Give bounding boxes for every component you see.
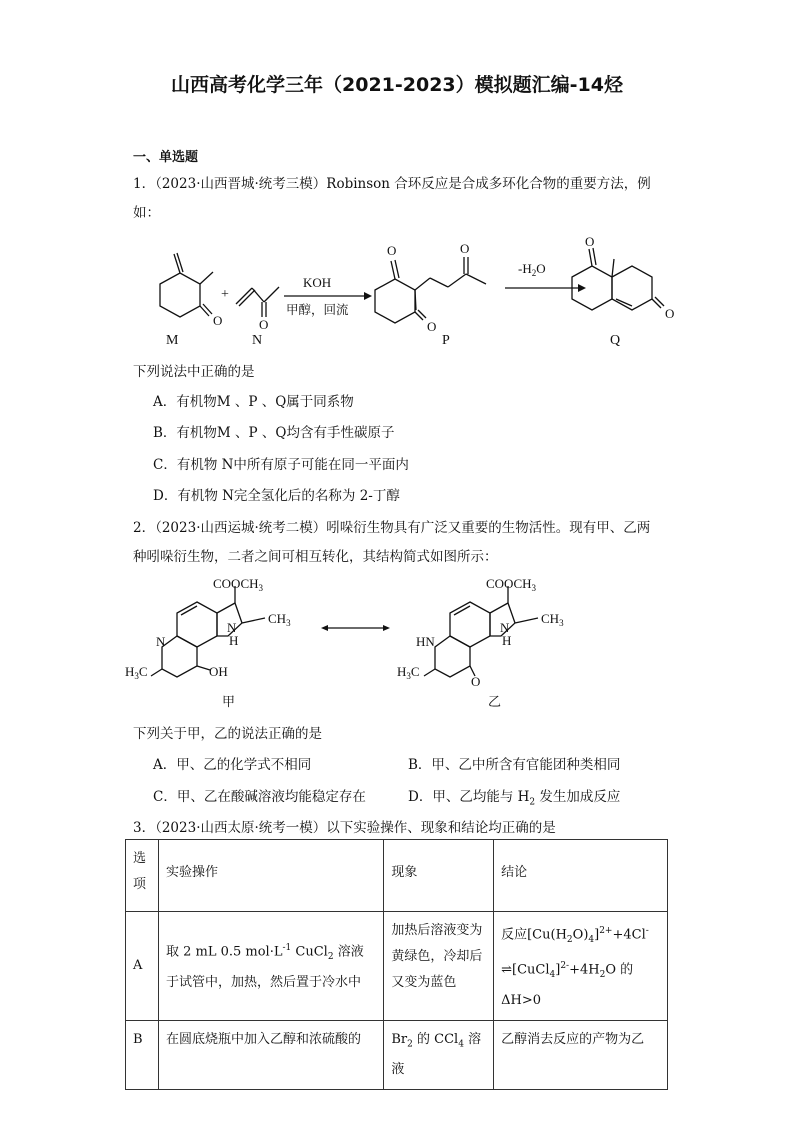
arrow-2-head <box>578 284 586 292</box>
q2-structures <box>125 566 595 716</box>
header-phenomenon: 现象 <box>384 840 494 912</box>
label-n: N <box>252 333 263 348</box>
n-oxygen: O <box>259 317 269 332</box>
row-b-option: B <box>126 1020 159 1090</box>
dehydration-label: $-H_2O$ <box>518 261 546 278</box>
jia-n: N <box>227 620 237 635</box>
row-a-conclusion: 反应$[Cu(H_2O)_4]^{2+}+4Cl^-$ $\rightleftharpoons[CuCl_4]^{2-}+4H_2O$ 的 ΔH>0 <box>494 912 668 1021</box>
page-title: 山西高考化学三年（2021-2023）模拟题汇编-14烃 <box>171 74 623 96</box>
yi-o: O <box>471 674 481 689</box>
q1-reaction-scheme <box>120 232 700 354</box>
jia-cooch3: $COOCH_3$ <box>213 576 264 593</box>
row-b-conclusion: 乙醇消去反应的产物为乙 <box>494 1020 668 1090</box>
q-oxygen-1: O <box>585 234 595 249</box>
label-q: Q <box>610 333 621 348</box>
row-a-option: A <box>126 912 159 1021</box>
q2-option-b: B．甲、乙中所含有官能团种类相同 <box>408 757 621 773</box>
table-header-row <box>126 840 668 912</box>
jia-h3c: $H_3C$ <box>125 664 148 681</box>
label-jia: 甲 <box>222 694 236 709</box>
jia-h: H <box>229 633 239 648</box>
table-row <box>126 1020 668 1090</box>
reagent-koh: KOH <box>303 275 332 290</box>
row-b-phenomenon: $Br_2$ 的 CCl$_4$ 溶液 <box>384 1020 494 1090</box>
jia-ch3: $CH_3$ <box>268 611 291 628</box>
label-m: M <box>166 333 179 348</box>
yi-hn: HN <box>416 634 435 649</box>
q2-option-d: D．甲、乙均能与 $H_2$ 发生加成反应 <box>408 789 621 808</box>
yi-h3c: $H_3C$ <box>397 664 420 681</box>
arrow-1-head <box>364 292 372 300</box>
structure-yi <box>424 586 538 677</box>
label-yi: 乙 <box>488 694 502 709</box>
q1-stem-line1: 1．（2023·山西晋城·统考三模）Robinson 合环反应是合成多环化合物的重要方法，例 <box>133 176 651 192</box>
yi-cooch3: $COOCH_3$ <box>486 576 537 593</box>
q1-question: 下列说法中正确的是 <box>133 364 255 380</box>
q2-stem-line2: 种吲哚衍生物，二者之间可相互转化，其结构简式如图所示： <box>133 549 498 565</box>
molecule-p <box>375 257 486 323</box>
jia-ring-n: N <box>156 634 166 649</box>
p-oxygen-2: O <box>427 319 437 334</box>
header-option: 选项 <box>126 840 159 912</box>
header-operation: 实验操作 <box>158 840 383 912</box>
m-oxygen: O <box>213 313 223 328</box>
q-oxygen-2: O <box>665 306 675 321</box>
q1-option-c: C．有机物 N中所有原子可能在同一平面内 <box>153 457 409 473</box>
arrow-right-head <box>383 625 390 631</box>
row-a-phenomenon: 加热后溶液变为黄绿色，冷却后又变为蓝色 <box>384 912 494 1021</box>
experiment-table <box>125 839 668 1090</box>
molecule-m <box>160 253 213 317</box>
yi-ch3: $CH_3$ <box>541 611 564 628</box>
q1-option-a: A．有机物M 、P 、Q属于同系物 <box>153 394 354 410</box>
p-oxygen-3: O <box>460 241 470 256</box>
molecule-q <box>572 248 664 310</box>
arrow-left-head <box>321 625 328 631</box>
structure-jia <box>151 586 265 677</box>
p-oxygen-1: O <box>387 243 397 258</box>
yi-n: N <box>500 620 510 635</box>
row-a-operation: 取 2 mL 0.5 $mol\cdot L^{-1}$ CuCl$_2$ 溶液于试管中，加热，然后置于冷水中 <box>158 912 383 1021</box>
q2-stem-line1: 2．（2023·山西运城·统考二模）吲哚衍生物具有广泛又重要的生物活性。现有甲、乙两 <box>133 520 651 536</box>
header-conclusion: 结论 <box>494 840 668 912</box>
q1-option-d: D．有机物 N完全氢化后的名称为 2-丁醇 <box>153 488 400 504</box>
row-b-operation: 在圆底烧瓶中加入乙醇和浓硫酸的 <box>158 1020 383 1090</box>
q1-option-b: B．有机物M 、P 、Q均含有手性碳原子 <box>153 425 395 441</box>
reagent-conditions: 甲醇，回流 <box>286 303 349 317</box>
molecule-n <box>236 287 279 317</box>
table-row <box>126 912 668 1021</box>
q2-question: 下列关于甲，乙的说法正确的是 <box>133 726 322 742</box>
q3-stem: 3．（2023·山西太原·统考一模）以下实验操作、现象和结论均正确的是 <box>133 820 556 836</box>
yi-h: H <box>502 633 512 648</box>
section-heading: 一、单选题 <box>133 150 199 165</box>
plus-sign: + <box>221 287 229 302</box>
q2-option-a: A．甲、乙的化学式不相同 <box>153 757 312 773</box>
q2-option-c: C．甲、乙在酸碱溶液均能稳定存在 <box>153 789 366 805</box>
q1-stem-line2: 如： <box>133 205 160 221</box>
label-p: P <box>442 333 450 348</box>
jia-oh: OH <box>209 664 228 679</box>
